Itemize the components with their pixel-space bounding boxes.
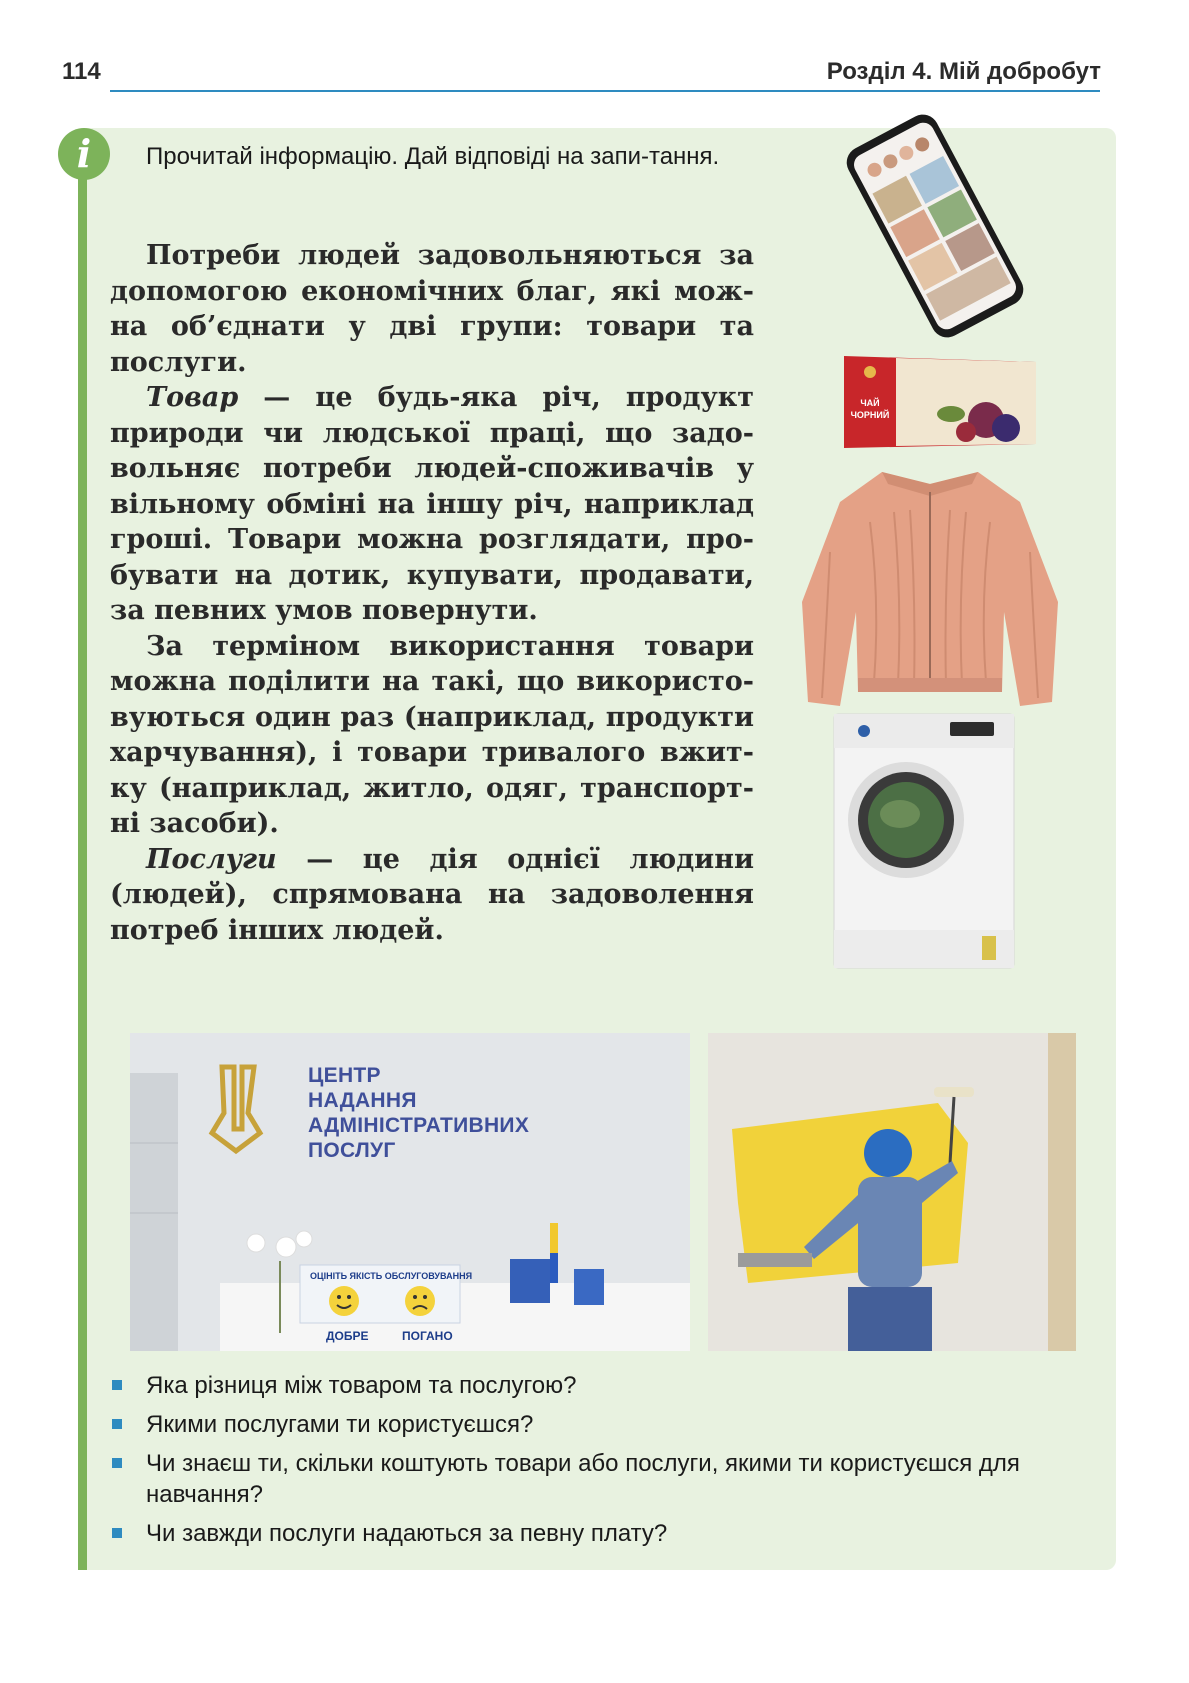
question-list: [110, 1370, 1100, 1557]
question-item: Яка різниця між товаром та послугою?: [110, 1370, 1100, 1401]
svg-text:ЧАЙ: ЧАЙ: [860, 398, 880, 408]
intro-instruction: Прочитай інформацію. Дай відповіді на запи-тання.: [146, 143, 720, 170]
jacket-image: [790, 462, 1070, 724]
main-text: [110, 238, 754, 948]
question-item: Якими послугами ти користуєшся?: [110, 1409, 1100, 1440]
bullet-square-icon: [112, 1380, 122, 1390]
tea-box-image: [836, 348, 1046, 458]
svg-text:ЧОРНИЙ: ЧОРНИЙ: [850, 410, 890, 420]
bullet-square-icon: [112, 1528, 122, 1538]
info-side-bar: [78, 160, 87, 1570]
admin-center-sign: ЦЕНТР НАДАННЯ АДМІНІСТРАТИВНИХ ПОСЛУГ: [308, 1064, 530, 1162]
question-item: Чи знаєш ти, скільки коштують товари або послуги, якими ти користуєшся для навчання?: [110, 1448, 1100, 1510]
info-icon: i: [58, 128, 110, 180]
page-number: 114: [62, 58, 101, 85]
paragraph-goods-usage: За терміном використання товари можна поділити на такі, що використо-вуються один раз (наприклад, продукти харчування), і товари тривалого вжит-ку (наприклад, житло, одяг, транспорт-ні засоби).: [110, 630, 754, 839]
bad-label: ПОГАНО: [402, 1329, 453, 1343]
paragraph-goods-definition: Товар — це будь-яка річ, продукт природи чи людської праці, що задо-вольняє потреби людей-споживачів у вільному обміні на іншу річ, наприклад гроші. Товари можна розглядати, про-бувати на дотик, купувати, продавати, за певних умов повернути.: [110, 382, 754, 626]
term-services: Послуги: [146, 843, 277, 875]
section-title: Розділ 4. Мій добробут: [826, 58, 1101, 85]
painter-photo: [708, 1033, 1076, 1351]
rate-service-label: ОЦІНІТЬ ЯКІСТЬ ОБСЛУГОВУВАННЯ: [310, 1271, 473, 1281]
term-goods: Товар: [146, 382, 239, 413]
question-item: Чи завжди послуги надаються за певну плату?: [110, 1518, 1100, 1549]
paragraph-goods-groups: Потреби людей задовольняються за допомогою економічних благ, які мож-на об’єднати у дві групи: товари та послуги.: [110, 240, 754, 378]
admin-services-center-photo: [130, 1033, 690, 1351]
header-rule: [110, 90, 1100, 92]
washing-machine-image: [830, 710, 1018, 972]
bullet-square-icon: [112, 1419, 122, 1429]
painter-illustration: [708, 1033, 1076, 1351]
smartphone-image: [840, 112, 1030, 340]
bullet-square-icon: [112, 1458, 122, 1468]
paragraph-services-definition: Послуги — це дія однієї людини (людей), спрямована на задоволення потреб інших людей.: [110, 843, 754, 946]
good-label: ДОБРЕ: [326, 1329, 369, 1343]
